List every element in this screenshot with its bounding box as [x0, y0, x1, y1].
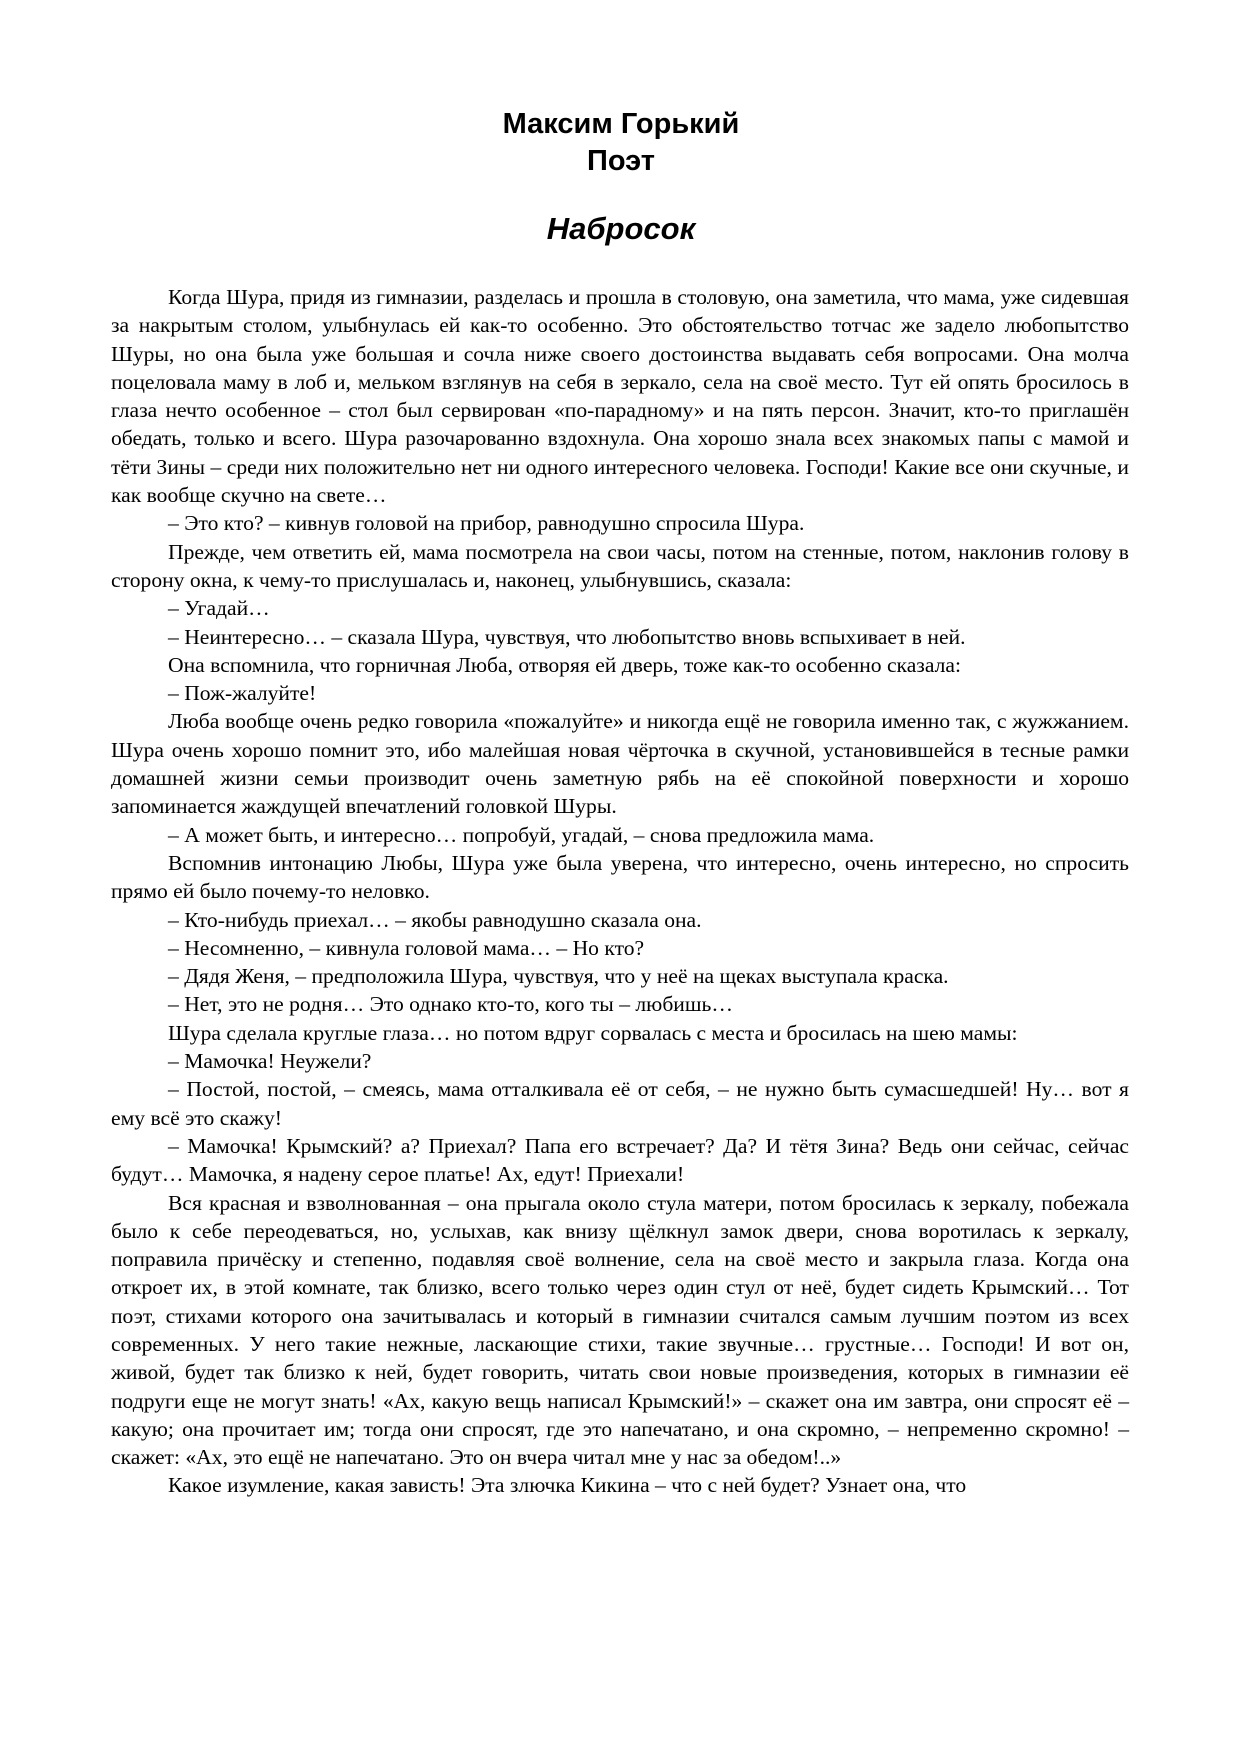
paragraph: Прежде, чем ответить ей, мама посмотрела на свои часы, потом на стенные, потом, наклонив голову в сторону окна, к чему-то прислушалась и, наконец, улыбнувшись, сказала:: [111, 539, 1129, 592]
paragraph: – Дядя Женя, – предположила Шура, чувствуя, что у неё на щеках выступала краска.: [168, 964, 949, 989]
paragraph: Шура сделала круглые глаза… но потом вдруг сорвалась с места и бросилась на шею мамы:: [168, 1020, 1018, 1045]
paragraph: – А может быть, и интересно… попробуй, угадай, – снова предложила мама.: [168, 822, 875, 847]
paragraph: – Это кто? – кивнув головой на прибор, равнодушно спросила Шура.: [168, 511, 805, 536]
paragraph: Люба вообще очень редко говорила «пожалуйте» и никогда ещё не говорила именно так, с жужжанием. Шура очень хорошо помнит это, ибо малейшая новая чёрточка в скучной, установившейся в тесные рамки домашней жизни семьи производит очень заметную рябь на её спокойной поверхности и хорошо запоминается жаждущей впечатлений головкой Шуры.: [111, 709, 1129, 819]
paragraph: – Пож-жалуйте!: [168, 681, 317, 706]
paragraph: – Постой, постой, – смеясь, мама отталкивала её от себя, – не нужно быть сумасшедшей! Ну… вот я ему всё это скажу!: [111, 1077, 1129, 1130]
paragraph: – Нет, это не родня… Это однако кто-то, кого ты – любишь…: [168, 992, 733, 1017]
document-header: [0, 106, 1242, 249]
body-text: [111, 283, 1129, 1500]
paragraph: – Угадай…: [168, 596, 270, 621]
paragraph: – Неинтересно… – сказала Шура, чувствуя, что любопытство вновь вспыхивает в ней.: [168, 624, 966, 649]
paragraph: Вспомнив интонацию Любы, Шура уже была уверена, что интересно, очень интересно, но спросить прямо ей было почему-то неловко.: [111, 850, 1129, 904]
paragraph: – Мамочка! Крымский? а? Приехал? Папа его встречает? Да? И тётя Зина? Ведь они сейчас, сейчас будут… Мамочка, я надену серое платье! Ах, едут! Приехали!: [111, 1133, 1129, 1187]
paragraph: Когда Шура, придя из гимназии, разделась и прошла в столовую, она заметила, что мама, уже сидевшая за накрытым столом, улыбнулась ей как-то особенно. Это обстоятельство тотчас же задело любопытство Шуры, но она была уже большая и сочла ниже своего достоинства выдавать себя вопросами. Она молча поцеловала маму в лоб и, мельком взглянув на себя в зеркало, села на своё место. Тут ей опять бросилось в глаза нечто особенное – стол был сервирован «по-парадному» и на пять персон. Значит, кто-то приглашён обедать, только и всего. Шура разочарованно вздохнула. Она хорошо знала всех знакомых папы с мамой и тёти Зины – среди них положительно нет ни одного интересного человека. Господи! Какие все они скучные, и как вообще скучно на свете…: [111, 285, 1129, 508]
paragraph: Вся красная и взволнованная – она прыгала около стула матери, потом бросилась к зеркалу, побежала было к себе переодеваться, но, услыхав, как внизу щёлкнул замок двери, снова воротилась к зеркалу, поправила причёску и степенно, подавляя своё волнение, села на своё место и закрыла глаза. Когда она откроет их, в этой комнате, так близко, всего только через один стул от неё, будет сидеть Крымский… Тот поэт, стихами которого она зачитывалась и который в гимназии считался самым лучшим поэтом из всех современных. У него такие нежные, ласкающие стихи, такие звучные… грустные… Господи! И вот он, живой, будет так близко к ней, будет говорить, читать свои новые произведения, которых в гимназии её подруги еще не могут знать! «Ах, какую вещь написал Крымский!» – скажет она им завтра, они спросят её – какую; она прочитает им; тогда они спросят, где это напечатано, и она скромно, – непременно скромно! – скажет: «Ах, это ещё не напечатано. Это он вчера читал мне у нас за обедом!..»: [111, 1190, 1129, 1470]
paragraph: Какое изумление, какая зависть! Эта злючка Кикина – что с ней будет? Узнает она, что: [168, 1473, 967, 1498]
paragraph: – Мамочка! Неужели?: [168, 1049, 372, 1074]
work-subtitle: Набросок: [546, 211, 696, 246]
paragraph: Она вспомнила, что горничная Люба, отворяя ей дверь, тоже как-то особенно сказала:: [168, 652, 961, 677]
author-name: Максим Горький: [502, 108, 740, 140]
paragraph: – Кто-нибудь приехал… – якобы равнодушно сказала она.: [168, 907, 702, 932]
work-title: Поэт: [586, 145, 655, 177]
paragraph: – Несомненно, – кивнула головой мама… – Но кто?: [168, 935, 645, 960]
